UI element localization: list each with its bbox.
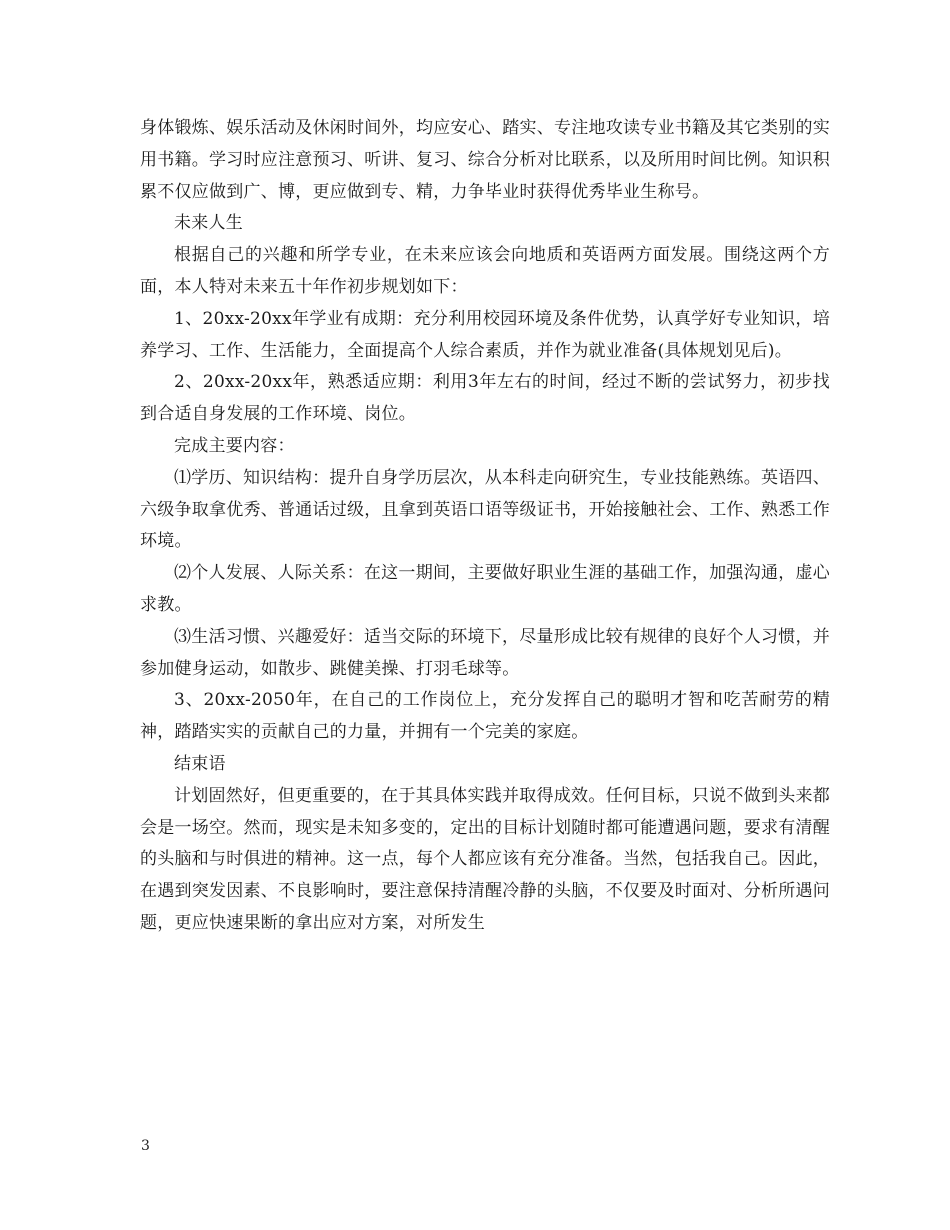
- paragraph-development-direction: 根据自己的兴趣和所学专业，在未来应该会向地质和英语两方面发展。围绕这两个方面，本人特对未来五十年作初步规划如下：: [140, 245, 830, 297]
- heading-main-content: 完成主要内容：: [174, 435, 295, 456]
- heading-future-life: 未来人生: [174, 213, 243, 234]
- paragraph-education-knowledge: ⑴学历、知识结构：提升自身学历层次，从本科走向研究生，专业技能熟练。英语四、六级争取拿优秀、普通话过级，且拿到英语口语等级证书，开始接触社会、工作、熟悉工作环境。: [140, 467, 830, 552]
- page-number: 3: [141, 1138, 150, 1154]
- paragraph-plan-stage-3: 3、20xx-2050年，在自己的工作岗位上，充分发挥自己的聪明才智和吃苦耐劳的精神，踏踏实实的贡献自己的力量，并拥有一个完美的家庭。: [140, 690, 830, 743]
- heading-conclusion: 结束语: [174, 753, 226, 774]
- paragraph-plan-stage-2: 2、20xx-20xx年，熟悉适应期：利用3年左右的时间，经过不断的尝试努力，初步找到合适自身发展的工作环境、岗位。: [140, 372, 830, 425]
- paragraph-living-habits: ⑶生活习惯、兴趣爱好：适当交际的环境下，尽量形成比较有规律的良好个人习惯，并参加健身运动，如散步、跳健美操、打羽毛球等。: [140, 626, 830, 679]
- paragraph-personal-development: ⑵个人发展、人际关系：在这一期间，主要做好职业生涯的基础工作，加强沟通，虚心求教。: [140, 563, 830, 615]
- document-body: [140, 113, 830, 940]
- paragraph-conclusion: 计划固然好，但更重要的，在于其具体实践并取得成效。任何目标，只说不做到头来都会是一场空。然而，现实是未知多变的，定出的目标计划随时都可能遭遇问题，要求有清醒的头脑和与时俱进的精神。这一点，每个人都应该有充分准备。当然，包括我自己。因此，在遇到突发因素、不良影响时，要注意保持清醒冷静的头脑，不仅要及时面对、分析所遇问题，更应快速果断的拿出应对方案，对所发生: [140, 785, 830, 933]
- paragraph-plan-stage-1: 1、20xx-20xx年学业有成期：充分利用校园环境及条件优势，认真学好专业知识，培养学习、工作、生活能力，全面提高个人综合素质，并作为就业准备(具体规划见后)。: [140, 308, 830, 361]
- paragraph-continuation: 身体锻炼、娱乐活动及休闲时间外，均应安心、踏实、专注地攻读专业书籍及其它类别的实用书籍。学习时应注意预习、听讲、复习、综合分析对比联系，以及所用时间比例。知识积累不仅应做到广、博，更应做到专、精，力争毕业时获得优秀毕业生称号。: [140, 118, 830, 202]
